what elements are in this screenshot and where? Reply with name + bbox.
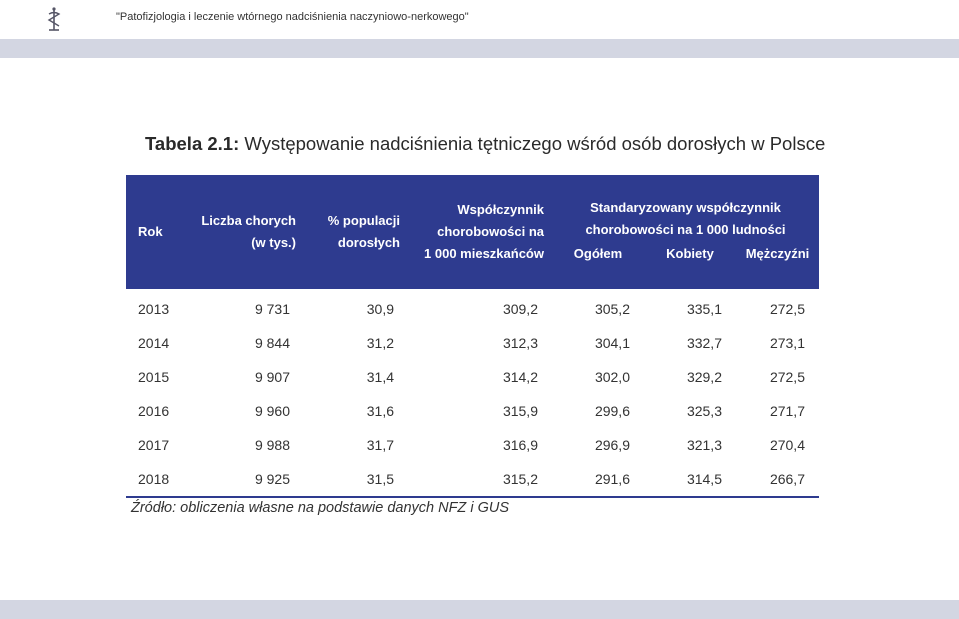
header-wsp-line2: chorobowości na — [437, 224, 544, 239]
table-caption-text: Występowanie nadciśnienia tętniczego wśród osób dorosłych w Polsce — [239, 133, 826, 154]
table-row — [126, 394, 819, 428]
cell-year: 2014 — [138, 335, 170, 351]
table-row — [126, 289, 819, 326]
header-mezczyzni: Mężczyźni — [736, 243, 819, 289]
cell-wspolczynnik: 315,9 — [502, 403, 538, 419]
header-liczba-line2: (w tys.) — [251, 235, 296, 250]
table-row — [126, 462, 819, 497]
cell-ogolem: 291,6 — [552, 462, 644, 497]
table-row — [126, 326, 819, 360]
cell-populacja: 31,7 — [366, 437, 394, 453]
cell-populacja: 31,5 — [304, 462, 408, 497]
cell-liczba: 9 844 — [254, 335, 290, 351]
hypertension-table — [126, 175, 819, 498]
table-caption — [145, 133, 825, 155]
source-note: Źródło: obliczenia własne na podstawie danych NFZ i GUS — [131, 500, 509, 516]
cell-liczba: 9 960 — [254, 403, 290, 419]
top-bar — [0, 0, 959, 39]
header-std-line2: chorobowości na 1 000 ludności — [585, 222, 786, 237]
document-title: "Patofizjologia i leczenie wtórnego nadciśnienia naczyniowo-nerkowego" — [116, 11, 469, 23]
cell-mezczyzni: 266,7 — [736, 462, 819, 497]
header-liczba-line1: Liczba chorych — [201, 213, 296, 228]
header-rok: Rok — [126, 175, 186, 289]
cell-mezczyzni: 271,7 — [769, 403, 805, 419]
cell-populacja: 31,2 — [366, 335, 394, 351]
header-populacja-line2: dorosłych — [337, 235, 400, 250]
footer-band — [0, 600, 959, 619]
cell-ogolem: 304,1 — [594, 335, 630, 351]
cell-ogolem: 299,6 — [594, 403, 630, 419]
cell-mezczyzni: 272,5 — [769, 369, 805, 385]
cell-kobiety: 325,3 — [686, 403, 722, 419]
cell-wspolczynnik: 315,2 — [408, 462, 552, 497]
header-liczba-chorych — [186, 175, 304, 289]
header-standaryzowany — [552, 175, 819, 243]
header-populacja — [304, 175, 408, 289]
header-populacja-line1: % populacji — [327, 213, 400, 228]
cell-kobiety: 314,5 — [644, 462, 736, 497]
cell-liczba: 9 907 — [254, 369, 290, 385]
cell-mezczyzni: 272,5 — [769, 301, 805, 317]
cell-mezczyzni: 273,1 — [769, 335, 805, 351]
header-wsp-line1: Współczynnik — [457, 202, 544, 217]
header-wspolczynnik — [408, 175, 552, 289]
cell-liczba: 9 731 — [254, 301, 290, 317]
cell-wspolczynnik: 316,9 — [502, 437, 538, 453]
cell-populacja: 30,9 — [366, 301, 394, 317]
table-header-row — [126, 175, 819, 243]
cell-wspolczynnik: 312,3 — [502, 335, 538, 351]
cell-kobiety: 332,7 — [686, 335, 722, 351]
cell-populacja: 31,6 — [366, 403, 394, 419]
caduceus-icon — [44, 6, 64, 32]
table-caption-label: Tabela 2.1: — [145, 133, 240, 154]
cell-kobiety: 321,3 — [686, 437, 722, 453]
header-std-line1: Standaryzowany współczynnik — [590, 200, 781, 215]
header-kobiety: Kobiety — [644, 243, 736, 289]
cell-kobiety: 329,2 — [686, 369, 722, 385]
cell-liczba: 9 988 — [254, 437, 290, 453]
header-ogolem: Ogółem — [552, 243, 644, 289]
cell-year: 2013 — [138, 301, 170, 317]
cell-mezczyzni: 270,4 — [769, 437, 805, 453]
cell-wspolczynnik: 314,2 — [502, 369, 538, 385]
header-wsp-line3: 1 000 mieszkańców — [424, 246, 544, 261]
cell-populacja: 31,4 — [366, 369, 394, 385]
table-row — [126, 360, 819, 394]
table-row — [126, 428, 819, 462]
cell-ogolem: 302,0 — [594, 369, 630, 385]
cell-ogolem: 296,9 — [594, 437, 630, 453]
cell-year: 2015 — [138, 369, 170, 385]
header-band — [0, 39, 959, 58]
cell-ogolem: 305,2 — [594, 301, 630, 317]
cell-year: 2016 — [138, 403, 170, 419]
cell-wspolczynnik: 309,2 — [502, 301, 538, 317]
cell-year: 2018 — [126, 462, 186, 497]
cell-kobiety: 335,1 — [686, 301, 722, 317]
cell-year: 2017 — [138, 437, 170, 453]
cell-liczba: 9 925 — [186, 462, 304, 497]
